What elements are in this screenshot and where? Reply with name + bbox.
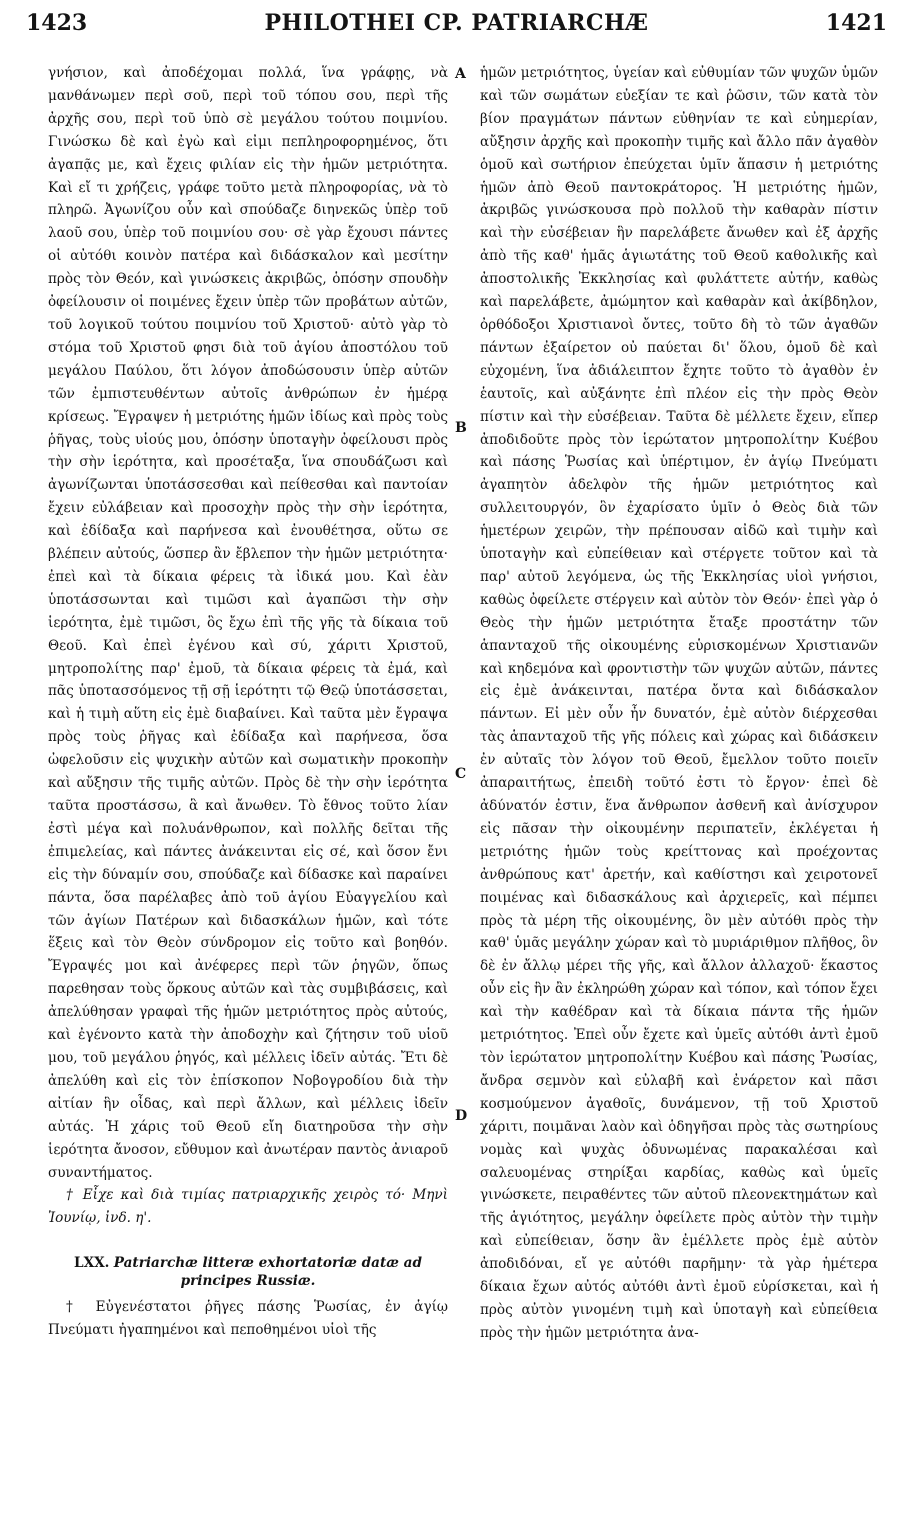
- running-title: PHILOTHEI CP. PATRIARCHÆ: [264, 10, 649, 36]
- right-column: [480, 62, 878, 1345]
- left-body-text: γνήσιον, καὶ ἀποδέχομαι πολλά, ἵνα γράφῃς, νὰ μανθάνωμεν περὶ σοῦ, περὶ τοῦ τόπου σου, περὶ τῆς ἀρχῆς σου, περὶ τοῦ ὑπὸ σὲ μεγάλου τούτου ποιμνίου. Γινώσκω δὲ καὶ ἐγὼ καὶ εἰμι πεπληροφορημένος, ὅτι ἀγαπᾷς με, καὶ ἔχεις φιλίαν εἰς τὴν ἡμῶν μετριότητα. Καὶ εἴ τι χρήζεις, γράφε τοῦτο μετὰ πληροφορίας, νὰ τὸ πληρῶ. Ἀγωνίζου οὖν καὶ σπούδαζε διηνεκῶς ὑπὲρ τοῦ λαοῦ σου, ὑπὲρ τοῦ ποιμνίου σου· σὲ γὰρ ἔχουσι πάντες οἱ αὐτόθι κοινὸν πατέρα καὶ διδάσκαλον καὶ μεσίτην πρὸς τὸν Θεόν, καὶ γινώσκεις ἀκριβῶς, ὁπόσην σπουδὴν ὀφείλουσιν οἱ ποιμένες ἔχειν ὑπὲρ τῶν προβάτων αὐτῶν, τοῦ λογικοῦ τούτου ποιμνίου τοῦ Χριστοῦ· αὐτὸ γὰρ τὸ στόμα τοῦ Χριστοῦ φησι διὰ τοῦ ἁγίου ἀποστόλου τοῦ μεγάλου Παύλου, ὅτι λόγον ἀποδώσουσιν ὑπὲρ αὐτῶν τῶν ἐμπιστευθέντων αὐτοῖς ἀνθρώπων ἐν ἡμέρᾳ κρίσεως. Ἔγραψεν ἡ μετριότης ἡμῶν ἰδίως καὶ πρὸς τοὺς ῥῆγας, τοὺς υἱούς μου, ὁπόσην ὑποταγὴν ὀφείλουσι πρὸς τὴν σὴν ἱερότητα, καὶ προσέταξα, ἵνα σπουδάζωσι καὶ ἀγωνίζωνται ὑποτάσσεσθαι καὶ πείθεσθαι καὶ παντοίαν ἔχειν εὐλάβειαν καὶ προσοχὴν πρὸς τὴν σὴν ἱερότητα, καὶ ἐδίδαξα καὶ παρήνεσα καὶ ἐνουθέτησα, οὕτω σε βλέπειν αὐτούς, ὥσπερ ἂν ἔβλεπον τὴν ἡμῶν μετριότητα· ἐπεὶ καὶ τὰ δίκαια φέρεις τὰ ἰδικά μου. Καὶ ἐὰν ὑποτάσσωνται καὶ τιμῶσι καὶ ἀγαπῶσι τὴν σὴν ἱερότητα, ἐμὲ τιμῶσι, ὃς ἔχω ἐπὶ τῆς γῆς τὰ δίκαια τοῦ Θεοῦ. Καὶ ἐπεὶ ἐγένου καὶ σύ, χάριτι Χριστοῦ, μητροπολίτης παρ' ἐμοῦ, τὰ δίκαια φέρεις τὰ ἐμά, καὶ πᾶς ὑποτασσόμενος τῇ σῇ ἱερότητι τῷ Θεῷ ὑποτάσσεται, καὶ ἡ τιμὴ αὕτη εἰς ἐμὲ διαβαίνει. Καὶ ταῦτα μὲν ἔγραψα πρὸς τοὺς ῥῆγας καὶ ἐδίδαξα καὶ παρήνεσα, ὅσα ὠφελοῦσιν εἰς ψυχικὴν αὐτῶν καὶ σωματικὴν προκοπὴν καὶ αὔξησιν τῆς τιμῆς αὐτῶν. Πρὸς δὲ τὴν σὴν ἱερότητα ταῦτα προστάσσω, ἃ καὶ ἄνωθεν. Τὸ ἔθνος τοῦτο λίαν ἐστὶ μέγα καὶ πολυάνθρωπον, καὶ πολλῆς δεῖται τῆς ἐπιμελείας, καὶ πάντες ἀνάκεινται εἰς σέ, καὶ ὅσον ἔνι εἰς τὴν δύναμίν σου, σπούδαζε καὶ δίδασκε καὶ παραίνει πάντα, ὅσα παρέλαβες ἀπὸ τοῦ ἁγίου Εὐαγγελίου καὶ τῶν ἁγίων Πατέρων καὶ διδασκάλων ἡμῶν, καὶ τότε ἕξεις καὶ τὸν Θεὸν σύνδρομον εἰς τοῦτο καὶ βοηθόν. Ἔγραψές μοι καὶ ἀνέφερες περὶ τῶν ῥηγῶν, ὅπως παρεθησαν τοὺς ὅρκους αὐτῶν καὶ τὰς συμβιβάσεις, καὶ ἀπελύθησαν γραφαὶ τῆς ἡμῶν μετριότητος πρὸς αὐτούς, καὶ ἐγένοντο κατὰ τὴν ἀποδοχὴν καὶ ζήτησιν τοῦ υἱοῦ μου, τοῦ μεγάλου ῥηγός, καὶ μέλλεις ἰδεῖν αὐτάς. Ἔτι δὲ ἀπελύθη καὶ εἰς τὸν ἐπίσκοπον Νοβογροδίου διὰ τὴν αἰτίαν ἣν οἶδας, καὶ περὶ ἄλλων, καὶ μέλλεις ἰδεῖν αὐτάς. Ἡ χάρις τοῦ Θεοῦ εἴη διατηροῦσα τὴν σὴν ἱερότητα ἄνοσον, εὔθυμον καὶ ἀνωτέραν παντὸς ἀνιαροῦ συναντήματος.: [48, 65, 448, 1181]
- signature-line: † Εἶχε καὶ διὰ τιμίας πατριαρχικῆς χειρὸς τό· Μηνὶ Ἰουνίῳ, ἰνδ. η'.: [48, 1187, 448, 1227]
- running-header: [18, 10, 895, 46]
- margin-letter-a: A: [455, 66, 466, 82]
- margin-letter-d: D: [455, 1108, 468, 1124]
- chapter-title: Patriarchæ litteræ exhortatoriæ datæ ad principes Russiæ.: [113, 1255, 422, 1290]
- margin-letter-b: B: [455, 420, 467, 436]
- page-number-right: 1421: [825, 10, 887, 36]
- letter-opening: † Εὐγενέστατοι ῥῆγες πάσης Ῥωσίας, ἐν ἁγίῳ Πνεύματι ἠγαπημένοι καὶ πεποθημένοι υἱοὶ τῆς: [48, 1299, 448, 1339]
- margin-letter-c: C: [455, 766, 467, 782]
- chapter-number: LXX.: [74, 1255, 110, 1272]
- chapter-heading: [48, 1254, 448, 1290]
- left-column: [48, 62, 448, 1342]
- right-body-text: ἡμῶν μετριότητος, ὑγείαν καὶ εὐθυμίαν τῶν ψυχῶν ὑμῶν καὶ τῶν σωμάτων εὐεξίαν τε καὶ ῥῶσιν, τῶν κατὰ τὸν βίον πραγμάτων πάντων εὐθηνίαν τε καὶ εὐημερίαν, αὔξησιν ἀρχῆς καὶ προκοπὴν τιμῆς καὶ ἄλλο πᾶν ἀγαθὸν ὁμοῦ καὶ σωτήριον ἐπεύχεται ὑμῖν ἅπασιν ἡ μετριότης ἡμῶν ἀπὸ Θεοῦ παντοκράτορος. Ἡ μετριότης ἡμῶν, ἀκριβῶς γινώσκουσα πρὸ πολλοῦ τὴν καθαρὰν πίστιν καὶ τὴν εὐσέβειαν ἣν παρελάβετε ἄνωθεν καὶ ἐξ ἀρχῆς ἀπὸ τῆς καθ' ἡμᾶς ἁγιωτάτης τοῦ Θεοῦ καθολικῆς καὶ ἀποστολικῆς Ἐκκλησίας καὶ φυλάττετε αὐτήν, καθὼς καὶ παρελάβετε, ἀμώμητον καὶ καθαρὰν καὶ ἀκίβδηλον, ὀρθόδοξοι Χριστιανοὶ ὄντες, τοῦτο δὴ τὸ τῶν ἀγαθῶν πάντων ἐξαίρετον οὐ παύεται δι' ὅλου, ὁμοῦ δὲ καὶ εὐχομένη, ἵνα ἀδιάλειπτον ἔχητε τοῦτο τὸ ἀγαθὸν ἐν ἑαυτοῖς, καὶ αὐξάνητε ἐπὶ πλέον εἰς τὴν πρὸς Θεὸν πίστιν καὶ τὴν εὐσέβειαν. Ταῦτα δὲ μέλλετε ἔχειν, εἴπερ ἀποδιδοῦτε πρὸς τὸν ἱερώτατον μητροπολίτην Κυέβου καὶ πάσης Ῥωσίας καὶ ὑπέρτιμον, ἐν ἁγίῳ Πνεύματι ἀγαπητὸν ἀδελφὸν τῆς ἡμῶν μετριότητος καὶ συλλειτουργόν, ὃν ἐχαρίσατο ὑμῖν ὁ Θεὸς διὰ τῶν ἡμετέρων χειρῶν, τὴν πρέπουσαν αἰδῶ καὶ τιμὴν καὶ ὑποταγὴν καὶ εὐπείθειαν καὶ στέργετε τοῦτον καὶ τὰ παρ' αὐτοῦ λεγόμενα, ὡς τῆς Ἐκκλησίας υἱοὶ γνήσιοι, καθὼς ὀφείλετε στέργειν καὶ αὐτὸν τὸν Θεόν· ἐπεὶ γὰρ ὁ Θεὸς τὴν ἡμῶν μετριότητα ἔταξε προστάτην τῶν ἁπανταχοῦ τῆς οἰκουμένης εὑρισκομένων Χριστιανῶν καὶ κηδεμόνα καὶ φροντιστὴν τῶν ψυχῶν αὐτῶν, πάντες εἰς ἐμὲ ἀνάκεινται, πατέρα ὄντα καὶ διδάσκαλον πάντων. Εἰ μὲν οὖν ἦν δυνατόν, ἐμὲ αὐτὸν διέρχεσθαι τὰς ἁπανταχοῦ τῆς γῆς πόλεις καὶ χώρας καὶ διδάσκειν ἐν αὐταῖς τὸν λόγον τοῦ Θεοῦ, ἔμελλον τοῦτο ποιεῖν ἀπαραιτήτως, ἐπειδὴ τοῦτό ἐστι τὸ ἔργον· ἐπεὶ δὲ ἀδύνατόν ἐστιν, ἕνα ἄνθρωπον ἀσθενῆ καὶ ἀνίσχυρον εἰς πᾶσαν τὴν οἰκουμένην περιπατεῖν, ἐκλέγεται ἡ μετριότης ἡμῶν τοὺς κρείττονας καὶ προέχοντας ἀνθρώπους κατ' ἀρετήν, καὶ καθίστησι καὶ χειροτονεῖ ποιμένας καὶ διδασκάλους καὶ ἀρχιερεῖς, καὶ πέμπει πρὸς τὰ μέρη τῆς οἰκουμένης, ὃν μὲν αὐτόθι πρὸς τὴν καθ' ὑμᾶς μεγάλην χώραν καὶ τὸ μυριάριθμον πλῆθος, ὃν δὲ ἐν ἄλλῳ μέρει τῆς γῆς, καὶ ἄλλον ἀλλαχοῦ· ἕκαστος οὖν εἰς ἣν ἂν ἐκληρώθη χώραν καὶ τόπον, καὶ τόπον ἔχει καὶ τὴν καθέδραν καὶ τὰ δίκαια πάντα τῆς ἡμῶν μετριότητος. Ἐπεὶ οὖν ἔχετε καὶ ὑμεῖς αὐτόθι ἀντὶ ἐμοῦ τὸν ἱερώτατον μητροπολίτην Κυέβου καὶ πάσης Ῥωσίας, ἄνδρα σεμνὸν καὶ εὐλαβῆ καὶ ἐνάρετον καὶ πᾶσι κοσμούμενον ἀγαθοῖς, δυνάμενον, τῇ τοῦ Χριστοῦ χάριτι, ποιμᾶναι λαὸν καὶ ὁδηγῆσαι πρὸς τὰς σωτηρίους νομὰς καὶ ψυχὰς ὀδυνωμένας παρακαλέσαι καὶ σαλευομένας στηρίξαι καρδίας, καθὼς καὶ ὑμεῖς γινώσκετε, πειραθέντες τῶν αὐτοῦ πλεονεκτημάτων καὶ τῆς ἁγιότητος, μεγάλην ὀφείλετε πρὸς αὐτὸν τὴν τιμὴν καὶ εὐπείθειαν, ὅσην ἂν ἐμέλλετε πρὸς ἐμὲ αὐτὸν ἀποδιδόναι, εἴ γε αὐτόθι παρῆμην· τὰ γὰρ ἡμέτερα δίκαια ἔχων αὐτός αὐτόθι ἀντὶ ἐμοῦ εὑρίσκεται, καὶ ἡ πρὸς αὐτὸν γινομένη τιμὴ καὶ ὑποταγὴ καὶ εὐπείθεια πρὸς τὴν ἡμῶν μετριότητα ἀνα-: [480, 65, 878, 1341]
- page-number-left: 1423: [26, 10, 88, 36]
